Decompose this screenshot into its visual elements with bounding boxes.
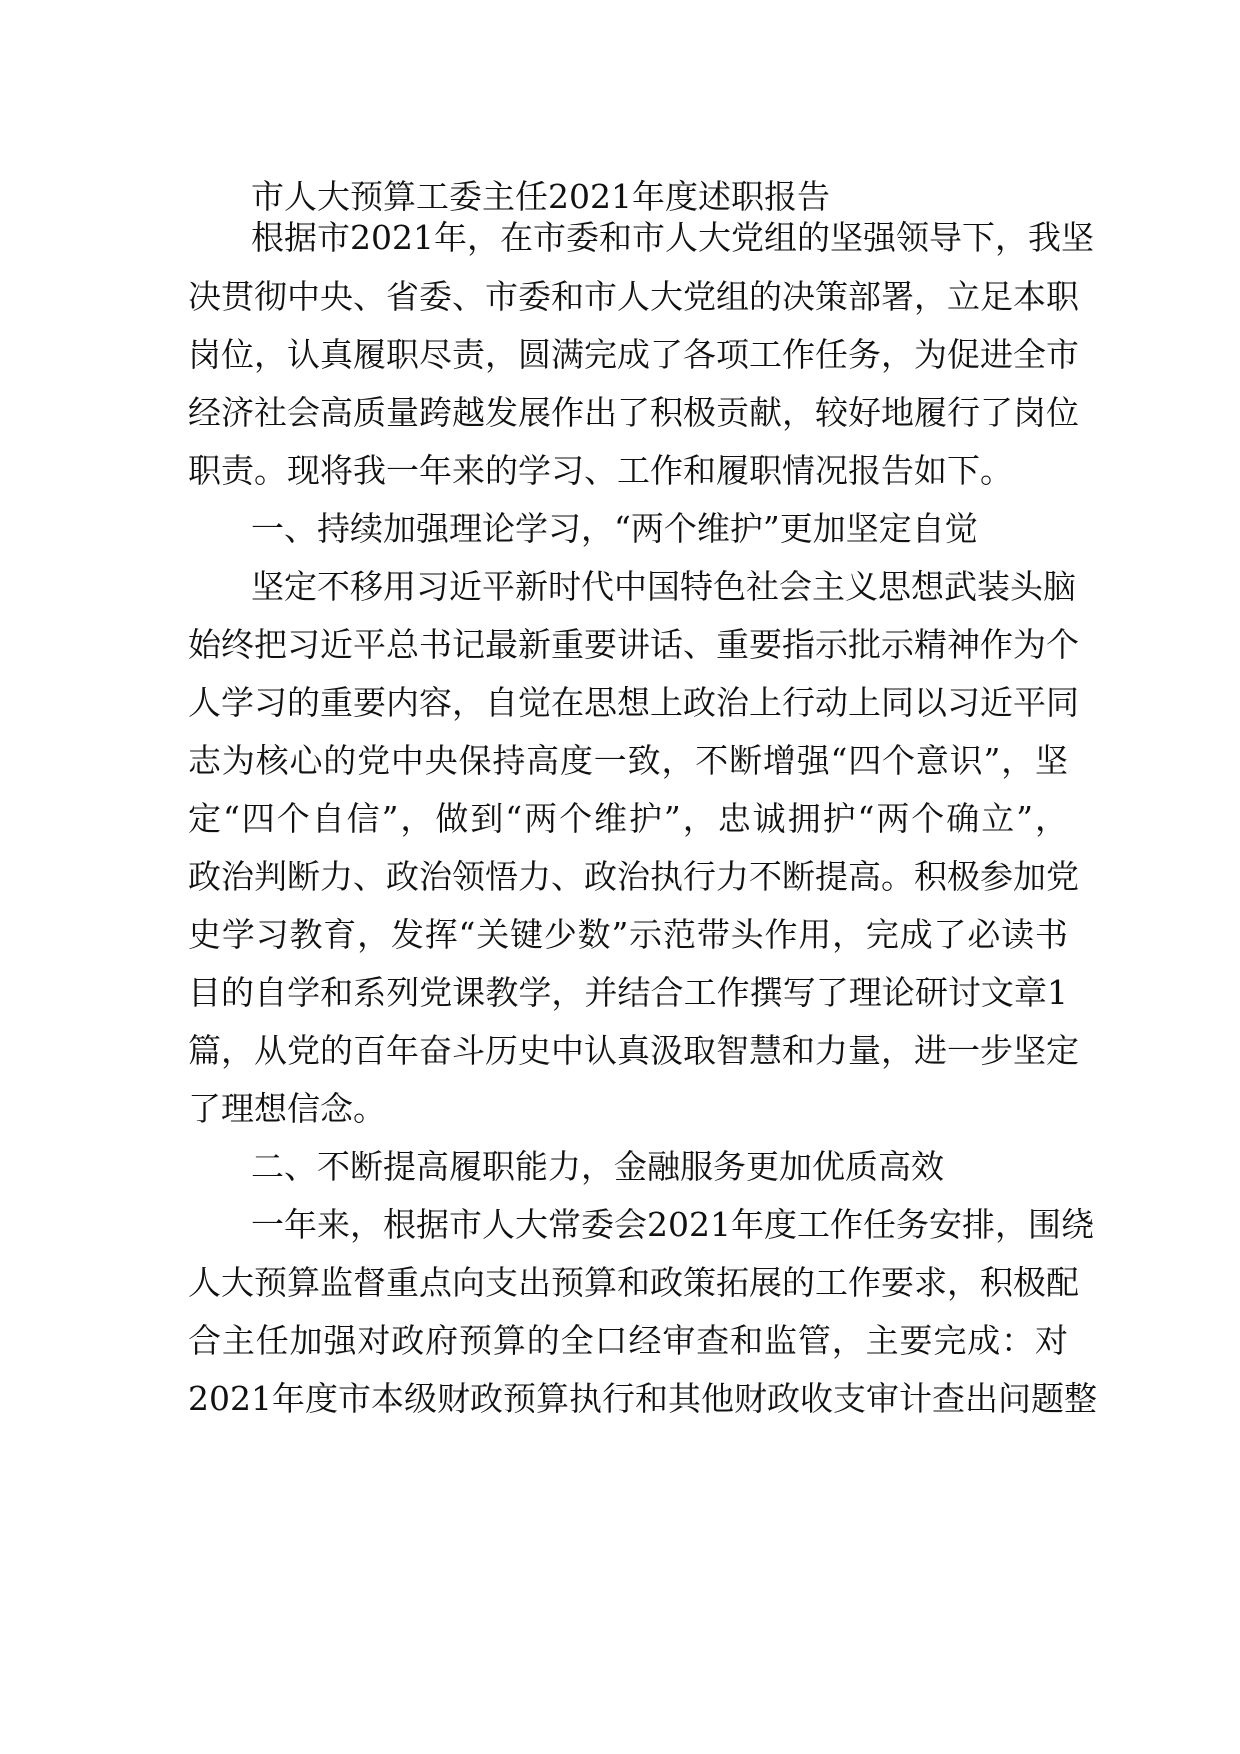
paragraph-line: 志为核心的党中央保持高度一致，不断增强“四个意识”，坚 xyxy=(188,741,1068,780)
paragraph-line: 了理想信念。 xyxy=(188,1089,386,1128)
paragraph-line: 合主任加强对政府预算的全口经审查和监管，主要完成：对 xyxy=(188,1321,1068,1360)
paragraph-line: 目的自学和系列党课教学，并结合工作撰写了理论研讨文章1 xyxy=(188,973,1068,1012)
section-heading: 一、持续加强理论学习，“两个维护”更加坚定自觉 xyxy=(251,509,978,548)
document-title: 市人大预算工委主任2021年度述职报告 xyxy=(251,177,830,216)
paragraph-line: 2021年度市本级财政预算执行和其他财政收支审计查出问题整 xyxy=(188,1379,1097,1418)
paragraph-line: 根据市2021年，在市委和市人大党组的坚强领导下，我坚 xyxy=(251,218,1094,257)
paragraph-line: 经济社会高质量跨越发展作出了积极贡献，较好地履行了岗位 xyxy=(188,393,1079,432)
paragraph-line: 一年来，根据市人大常委会2021年度工作任务安排，围绕 xyxy=(251,1205,1094,1244)
paragraph-line: 人大预算监督重点向支出预算和政策拓展的工作要求，积极配 xyxy=(188,1263,1079,1302)
paragraph-line: 始终把习近平总书记最新重要讲话、重要指示批示精神作为个 xyxy=(188,625,1079,664)
paragraph-line: 决贯彻中央、省委、市委和市人大党组的决策部署，立足本职 xyxy=(188,277,1079,316)
paragraph-line: 岗位，认真履职尽责，圆满完成了各项工作任务，为促进全市 xyxy=(188,335,1079,374)
paragraph-line: 史学习教育，发挥“关键少数”示范带头作用，完成了必读书 xyxy=(188,915,1068,954)
paragraph-line: 职责。现将我一年来的学习、工作和履职情况报告如下。 xyxy=(188,451,1013,490)
paragraph-line: 政治判断力、政治领悟力、政治执行力不断提高。积极参加党 xyxy=(188,857,1079,896)
paragraph-line: 坚定不移用习近平新时代中国特色社会主义思想武装头脑 xyxy=(251,567,1076,606)
paragraph-line: 篇，从党的百年奋斗历史中认真汲取智慧和力量，进一步坚定 xyxy=(188,1031,1079,1070)
paragraph-line: 人学习的重要内容，自觉在思想上政治上行动上同以习近平同 xyxy=(188,683,1079,722)
section-heading: 二、不断提高履职能力，金融服务更加优质高效 xyxy=(251,1147,944,1186)
paragraph-line: 定“四个自信”，做到“两个维护”，忠诚拥护“两个确立”， xyxy=(188,799,1068,838)
